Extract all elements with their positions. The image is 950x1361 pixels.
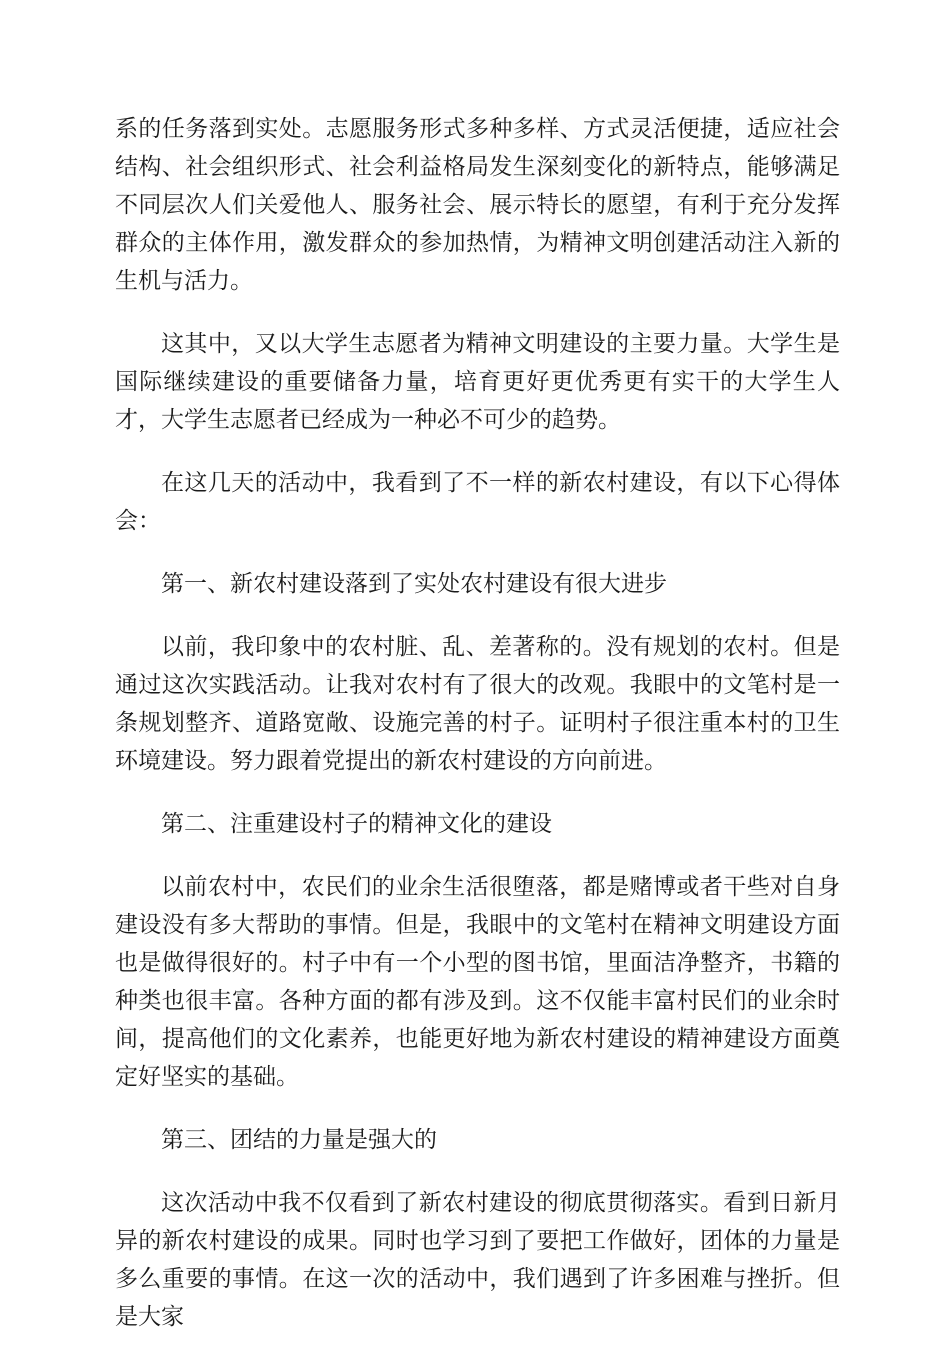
paragraph-student-volunteers: 这其中，又以大学生志愿者为精神文明建设的主要力量。大学生是国际继续建设的重要储备力量，培育更好更优秀更有实干的大学生人才，大学生志愿者已经成为一种必不可少的趋势。 [115,331,840,433]
paragraph-second-point: 以前农村中，农民们的业余生活很堕落，都是赌博或者干些对自身建设没有多大帮助的事情。但是，我眼中的文笔村在精神文明建设方面也是做得很好的。村子中有一个小型的图书馆，里面洁净整齐，书籍的种类也很丰富。各种方面的都有涉及到。这不仅能丰富村民们的业余时间，提高他们的文化素养，也能更好地为新农村建设的精神建设方面奠定好坚实的基础。 [115,874,840,1090]
paragraph-first-point: 以前，我印象中的农村脏、乱、差著称的。没有规划的农村。但是通过这次实践活动。让我对农村有了很大的改观。我眼中的文笔村是一条规划整齐、道路宽敞、设施完善的村子。证明村子很注重本村的卫生环境建设。努力跟着党提出的新农村建设的方向前进。 [115,634,840,774]
paragraph-third-point: 这次活动中我不仅看到了新农村建设的彻底贯彻落实。看到日新月异的新农村建设的成果。同时也学习到了要把工作做好，团体的力量是多么重要的事情。在这一次的活动中，我们遇到了许多困难与挫折。但是大家 [115,1190,840,1330]
section-heading-first: 第一、新农村建设落到了实处农村建设有很大进步 [161,571,667,597]
section-heading-third: 第三、团结的力量是强大的 [161,1127,437,1153]
paragraph-experience-intro: 在这几天的活动中，我看到了不一样的新农村建设，有以下心得体会： [115,470,840,534]
section-heading-second: 第二、注重建设村子的精神文化的建设 [161,811,552,837]
document-body [115,110,840,1361]
paragraph-continuation: 系的任务落到实处。志愿服务形式多种多样、方式灵活便捷，适应社会结构、社会组织形式、社会利益格局发生深刻变化的新特点，能够满足不同层次人们关爱他人、服务社会、展示特长的愿望，有利于充分发挥群众的主体作用，激发群众的参加热情，为精神文明创建活动注入新的生机与活力。 [115,116,840,294]
